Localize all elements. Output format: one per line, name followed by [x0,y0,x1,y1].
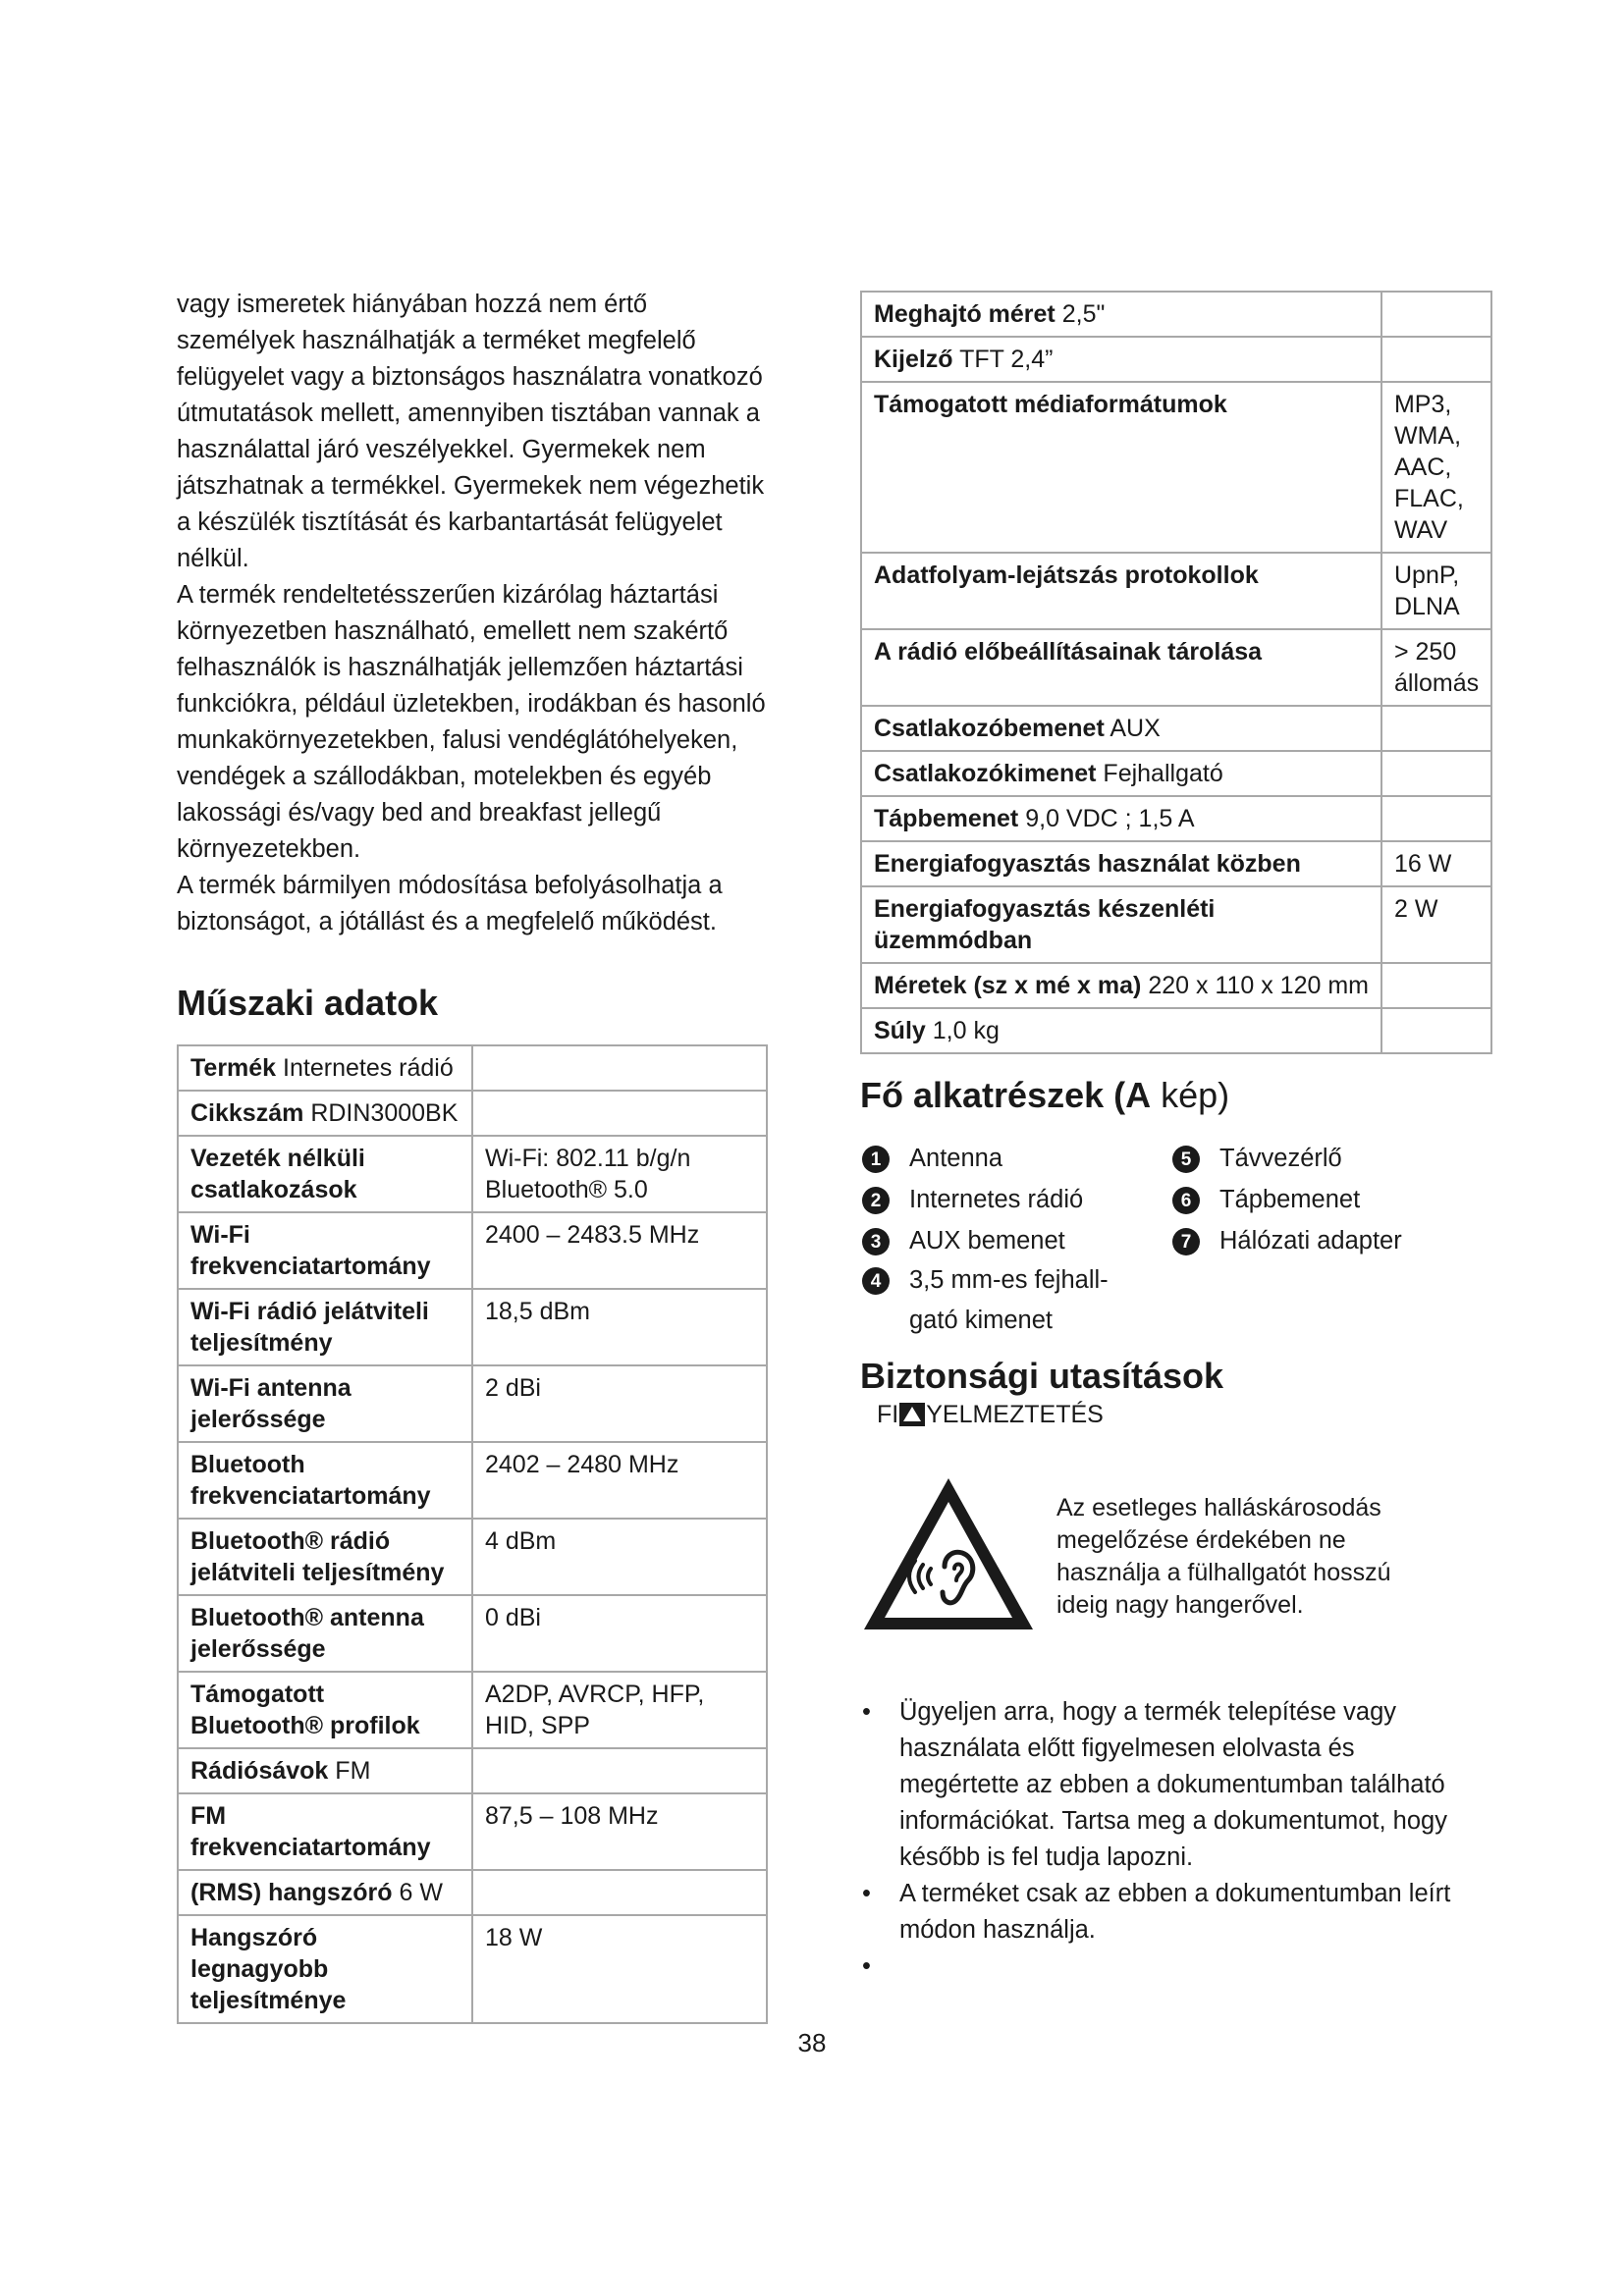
spec-key-cell [178,1748,472,1793]
part-label: 3,5 mm-es fejhall-gató kimenet [909,1266,1109,1334]
parts-heading-letter: A [1125,1075,1152,1115]
spec-inline-value: FM [335,1757,371,1785]
specs-table-left [177,1044,768,2024]
left-column [177,287,768,2024]
table-row [861,963,1491,1008]
spec-value-cell: 2 dBi [472,1365,767,1442]
part-number-badge: 6 [1172,1187,1200,1214]
safety-bullet-list [860,1694,1453,1949]
spec-key: Támogatott Bluetooth® profilok [190,1681,420,1739]
parts-heading-bold: Fő alkatrészek ( [860,1075,1126,1115]
spec-key-cell [178,1672,472,1748]
spec-value-cell: 87,5 – 108 MHz [472,1793,767,1870]
spec-key: (RMS) hangszóró [190,1879,393,1906]
warning-label [877,1398,1453,1431]
part-number-badge: 4 [862,1267,890,1295]
spec-key-cell [861,553,1381,629]
spec-key: Hangszóró legnagyobb teljesítménye [190,1924,347,2014]
spec-key-cell [178,1091,472,1136]
spec-value-cell [472,1045,767,1091]
right-column [860,291,1480,1949]
spec-key-cell [861,1008,1381,1053]
spec-key-cell [178,1595,472,1672]
spec-value-cell [1381,337,1491,382]
list-item [860,1876,1453,1949]
spec-key-cell [178,1519,472,1595]
spec-key: Kijelző [874,346,953,373]
parts-heading-rest: kép) [1151,1075,1230,1115]
part-label: Antenna [909,1145,1003,1172]
spec-key-cell [178,1793,472,1870]
spec-key-cell [178,1870,472,1915]
spec-key-cell [861,337,1381,382]
part-label: Internetes rádió [909,1186,1084,1213]
spec-key-cell [178,1442,472,1519]
spec-key: Wi-Fi frekvenciatartomány [190,1221,431,1280]
table-row [178,1365,767,1442]
part-item [862,1260,1115,1341]
table-row [178,1748,767,1793]
spec-key: Adatfolyam-lejátszás protokollok [874,561,1259,589]
warning-label-start: FI [877,1400,899,1428]
table-row [861,886,1491,963]
spec-inline-value: Internetes rádió [283,1054,454,1082]
table-row [861,796,1491,841]
spec-key: Súly [874,1017,926,1044]
spec-value-cell: UpnP, DLNA [1381,553,1491,629]
spec-key-cell [861,886,1381,963]
spec-key: Wi-Fi rádió jelátviteli teljesítmény [190,1298,429,1357]
part-label: Hálózati adapter [1219,1227,1402,1255]
part-label: Távvezérlő [1219,1145,1342,1172]
part-number-badge: 2 [862,1187,890,1214]
spec-key-cell [178,1045,472,1091]
table-row [861,629,1491,706]
table-row [861,706,1491,751]
spec-key-cell [861,292,1381,337]
spec-key: Rádiósávok [190,1757,329,1785]
spec-value-cell: 18,5 dBm [472,1289,767,1365]
spec-value-cell: 2 W [1381,886,1491,963]
part-item [1172,1180,1445,1220]
part-item [1172,1221,1445,1261]
part-number-badge: 5 [1172,1146,1200,1173]
page-number: 38 [797,2028,827,2057]
spec-key: Csatlakozóbemenet [874,715,1105,742]
spec-key: Meghajtó méret [874,300,1056,328]
table-row [178,1289,767,1365]
spec-inline-value: 220 x 110 x 120 mm [1148,972,1369,999]
spec-key: Energiafogyasztás használat közben [874,850,1301,878]
warning-label-end: YELMEZTETÉS [926,1400,1104,1428]
spec-value-cell [1381,963,1491,1008]
spec-key: Termék [190,1054,277,1082]
specs-heading: Műszaki adatok [177,983,439,1023]
part-item [862,1139,1135,1179]
spec-inline-value: 2,5" [1061,300,1106,328]
spec-inline-value: 1,0 kg [932,1017,1000,1044]
part-item [1172,1139,1445,1179]
spec-inline-value: Fejhallgató [1103,760,1223,787]
spec-value-cell [1381,1008,1491,1053]
spec-value-cell [1381,751,1491,796]
part-item [862,1180,1135,1220]
table-row [178,1442,767,1519]
table-row [178,1136,767,1212]
spec-value-cell: Wi-Fi: 802.11 b/g/n Bluetooth® 5.0 [472,1136,767,1212]
parts-heading [860,1074,1453,1117]
spec-key-cell [861,796,1381,841]
spec-value-cell: 2402 – 2480 MHz [472,1442,767,1519]
spec-key: Méretek (sz x mé x ma) [874,972,1142,999]
spec-value-cell [472,1870,767,1915]
spec-key: Energiafogyasztás készenléti üzemmódban [874,895,1216,954]
table-row [861,292,1491,337]
spec-value-cell: 2400 – 2483.5 MHz [472,1212,767,1289]
spec-key: Bluetooth® antenna jelerőssége [190,1604,424,1663]
safety-heading: Biztonsági utasítások [860,1356,1224,1396]
spec-key-cell [178,1915,472,2023]
table-row [178,1672,767,1748]
spec-key: Tápbemenet [874,805,1019,832]
spec-value-cell: 18 W [472,1915,767,2023]
spec-value-cell: 0 dBi [472,1595,767,1672]
spec-inline-value: AUX [1110,715,1161,742]
spec-value-cell [472,1091,767,1136]
part-label: AUX bemenet [909,1227,1065,1255]
part-number-badge: 3 [862,1228,890,1255]
part-label: Tápbemenet [1219,1186,1361,1213]
hearing-damage-warning-icon [860,1472,1037,1635]
spec-key: Wi-Fi antenna jelerőssége [190,1374,352,1433]
spec-key: Csatlakozókimenet [874,760,1097,787]
table-row [178,1915,767,2023]
spec-value-cell: 16 W [1381,841,1491,886]
part-number-badge: 7 [1172,1228,1200,1255]
list-item [860,1694,1453,1876]
part-number-badge: 1 [862,1146,890,1173]
table-row [178,1793,767,1870]
spec-inline-value: TFT 2,4” [959,346,1054,373]
spec-key-cell [178,1136,472,1212]
spec-key: Támogatott médiaformátumok [874,391,1227,418]
spec-inline-value: RDIN3000BK [310,1099,459,1127]
table-row [861,382,1491,553]
bullet-text: Ügyeljen arra, hogy a termék telepítése vagy használata előtt figyelmesen elolvasta és megértette az ebben a dokumentumban található információkat. Tartsa meg a dokumentumot, hogy később is fel tudja lapozni. [899,1698,1447,1871]
spec-value-cell [472,1748,767,1793]
intro-paragraph-3: A termék bármilyen módosítása befolyásolhatja a biztonságot, a jótállást és a megfelelő működést. [177,872,723,935]
spec-key: Vezeték nélküli csatlakozások [190,1145,365,1203]
spec-key-cell [861,751,1381,796]
table-row [861,553,1491,629]
spec-key: Bluetooth frekvenciatartomány [190,1451,431,1510]
intro-paragraph-1: vagy ismeretek hiányában hozzá nem értő személyek használhatják a terméket megfelelő felügyelet vagy a biztonságos használatra vonatkozó útmutatások mellett, amennyiben tisztában vannak a használattal járó veszélyekkel. Gyermekek nem játszhatnak a termékkel. Gyermekek nem végezhetik a készülék tisztítását és karbantartását felügyelet nélkül. [177,291,765,572]
spec-value-cell [1381,706,1491,751]
spec-key-cell [861,706,1381,751]
spec-key: A rádió előbeállításainak tárolása [874,638,1263,666]
spec-value-cell [1381,292,1491,337]
spec-key-cell [861,382,1381,553]
spec-value-cell: > 250 állomás [1381,629,1491,706]
hearing-warning [860,1472,1453,1659]
spec-value-cell: A2DP, AVRCP, HFP, HID, SPP [472,1672,767,1748]
spec-key-cell [861,963,1381,1008]
specs-table-right [860,291,1492,1054]
warning-triangle-icon [899,1403,925,1426]
table-row [178,1091,767,1136]
spec-key-cell [178,1212,472,1289]
spec-key: FM frekvenciatartomány [190,1802,431,1861]
spec-key-cell [178,1289,472,1365]
intro-paragraph-2: A termék rendeltetésszerűen kizárólag háztartási környezetben használható, emellett nem szakértő felhasználók is használhatják jellemzően háztartási funkciókra, például üzletekben, irodákban és hasonló munkakörnyezetekben, falusi vendéglátóhelyeken, vendégek a szállodákban, motelekben és egyéb lakossági és/vagy bed and breakfast jellegű környezetekben. [177,581,766,863]
table-row [178,1045,767,1091]
table-row [178,1519,767,1595]
table-row [861,337,1491,382]
spec-key: Bluetooth® rádió jelátviteli teljesítmény [190,1527,445,1586]
spec-key-cell [861,841,1381,886]
spec-inline-value: 9,0 VDC ; 1,5 A [1025,805,1195,832]
spec-value-cell: 4 dBm [472,1519,767,1595]
table-row [178,1595,767,1672]
spec-value-cell: MP3, WMA, AAC, FLAC, WAV [1381,382,1491,553]
table-row [861,751,1491,796]
parts-list [860,1139,1453,1343]
hearing-warning-text: Az esetleges halláskárosodás megelőzése érdekében ne használja a fülhallgatót hosszú ideig nagy hangerővel. [1056,1494,1391,1619]
table-row [861,841,1491,886]
spec-key: Cikkszám [190,1099,304,1127]
table-row [178,1870,767,1915]
bullet-text: A terméket csak az ebben a dokumentumban leírt módon használja. [899,1880,1451,1944]
spec-key-cell [861,629,1381,706]
spec-key-cell [178,1365,472,1442]
spec-value-cell [1381,796,1491,841]
table-row [861,1008,1491,1053]
part-item [862,1221,1135,1261]
spec-inline-value: 6 W [399,1879,443,1906]
table-row [178,1212,767,1289]
